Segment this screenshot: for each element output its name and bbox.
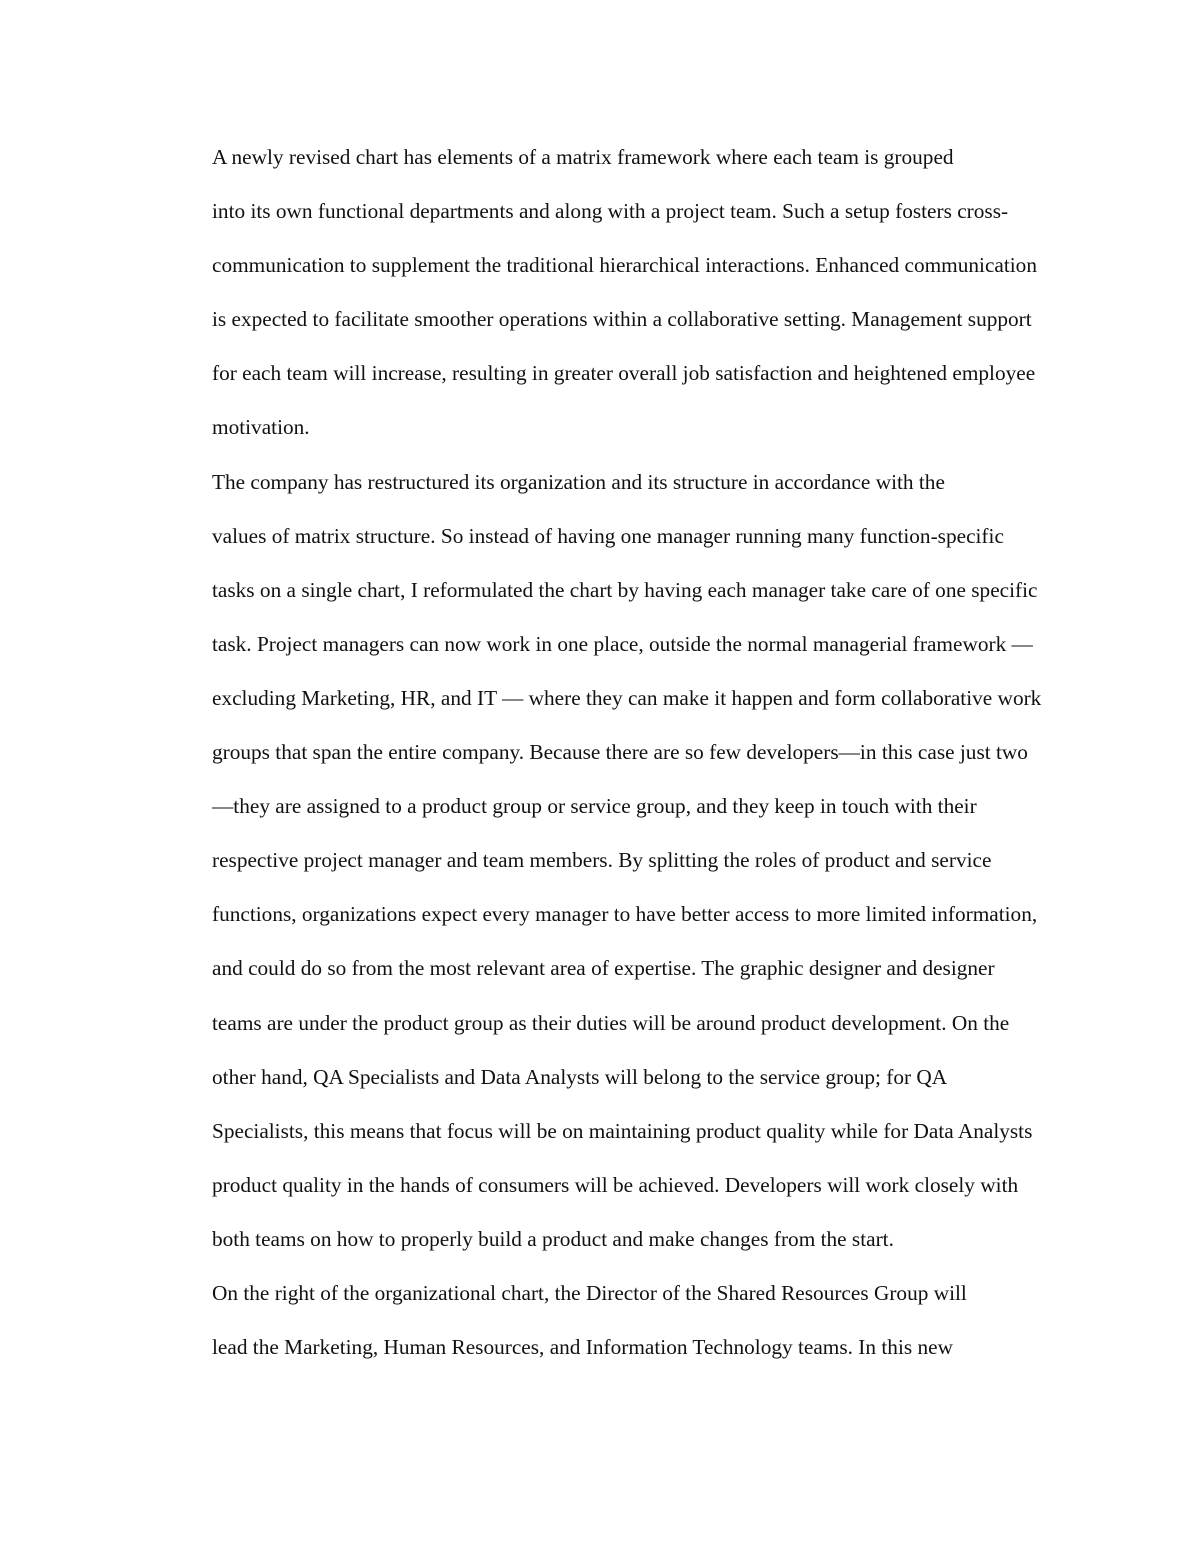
- text-line: —they are assigned to a product group or service group, and they keep in touch with their: [212, 794, 977, 819]
- text-line: groups that span the entire company. Because there are so few developers—in this case just two: [212, 740, 1028, 765]
- text-line: other hand, QA Specialists and Data Analysts will belong to the service group; for QA: [212, 1064, 948, 1089]
- text-line: teams are under the product group as their duties will be around product development. On the: [212, 1010, 1010, 1035]
- text-line: and could do so from the most relevant area of expertise. The graphic designer and designer: [212, 956, 995, 981]
- document-body: [142, 130, 1060, 1374]
- text-line: The company has restructured its organization and its structure in accordance with the: [212, 469, 945, 494]
- text-line: lead the Marketing, Human Resources, and Information Technology teams. In this new: [212, 1335, 953, 1360]
- text-line: respective project manager and team members. By splitting the roles of product and service: [212, 848, 992, 873]
- text-line: A newly revised chart has elements of a matrix framework where each team is grouped: [212, 145, 954, 169]
- text-line: is expected to facilitate smoother operations within a collaborative setting. Management support: [212, 307, 1032, 332]
- text-line: both teams on how to properly build a product and make changes from the start.: [212, 1226, 894, 1251]
- text-line: On the right of the organizational chart, the Director of the Shared Resources Group will: [212, 1280, 967, 1305]
- text-line: functions, organizations expect every manager to have better access to more limited information,: [212, 902, 1038, 927]
- text-line: into its own functional departments and along with a project team. Such a setup fosters cross-: [212, 199, 1009, 224]
- paragraph-restructuring: [142, 455, 1060, 1266]
- text-line: values of matrix structure. So instead of having one manager running many function-specific: [212, 523, 1004, 548]
- text-line: Specialists, this means that focus will be on maintaining product quality while for Data Analysts: [212, 1118, 1033, 1143]
- paragraph-matrix-framework: [142, 130, 1060, 455]
- text-line: motivation.: [212, 415, 310, 440]
- text-line: for each team will increase, resulting in greater overall job satisfaction and heightened employee: [212, 361, 1036, 386]
- paragraph-shared-resources: [142, 1266, 1060, 1374]
- text-line: task. Project managers can now work in one place, outside the normal managerial framework —: [212, 631, 1033, 656]
- text-line: excluding Marketing, HR, and IT — where they can make it happen and form collaborative work: [212, 685, 1042, 710]
- text-line: tasks on a single chart, I reformulated the chart by having each manager take care of one specific: [212, 577, 1038, 602]
- text-line: communication to supplement the traditional hierarchical interactions. Enhanced communication: [212, 253, 1037, 278]
- text-line: product quality in the hands of consumers will be achieved. Developers will work closely with: [212, 1172, 1019, 1197]
